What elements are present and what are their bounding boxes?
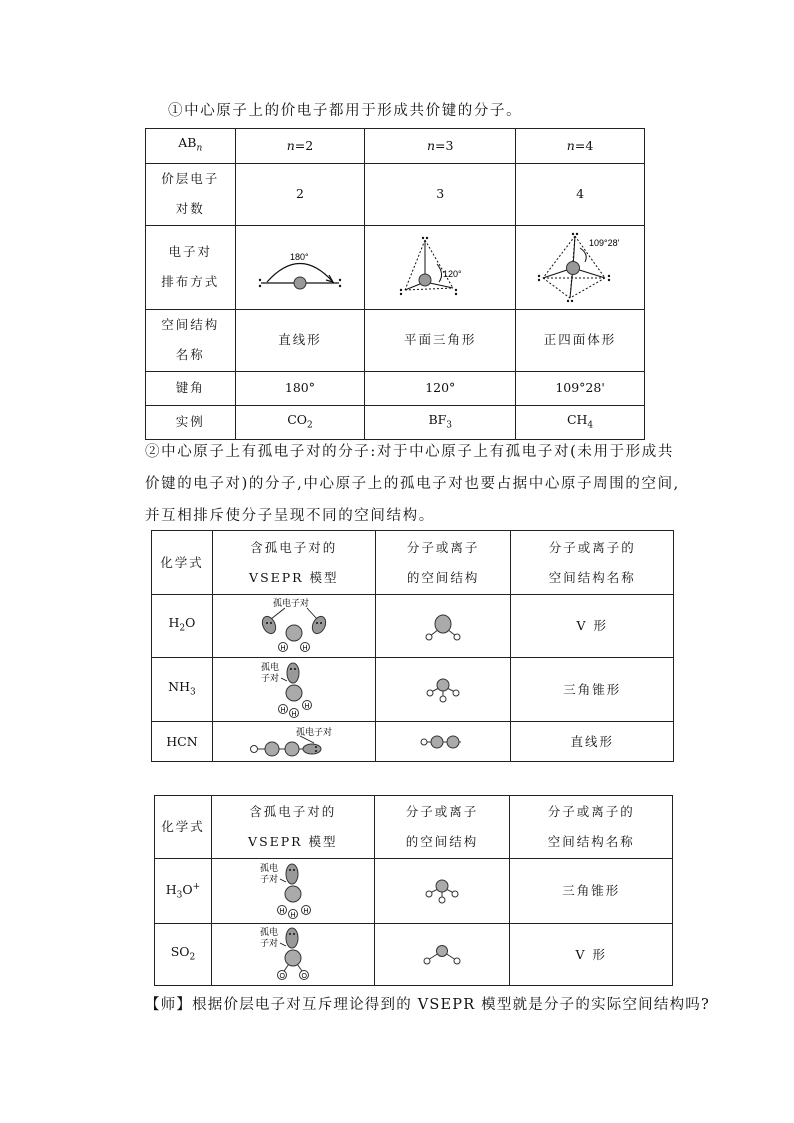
svg-text:H: H [304, 702, 310, 710]
example-bf3: $BF_3$ [365, 405, 516, 440]
svg-text:O: O [279, 972, 285, 980]
formula-h3o: $H_3O^+$ [155, 859, 212, 924]
example-ch4: $CH_4$ [516, 405, 645, 440]
shape-nh3 [375, 658, 511, 722]
teacher-question: 【师】根据价层电子对互斥理论得到的 VSEPR 模型就是分子的实际空间结构吗? [145, 997, 710, 1013]
diagram-tetrahedral [516, 225, 645, 309]
bond-angle-109: 109°28' [516, 371, 645, 405]
label-arrangement: 电子对 排布方式 [146, 225, 236, 309]
table-lone-pair-ions [154, 795, 673, 986]
table-lone-pair-molecules [151, 530, 674, 762]
header-vsepr: 含孤电子对的 VSEPR 模型 [212, 531, 375, 595]
bond-angle-180: 180° [235, 371, 365, 405]
svg-text:180°: 180° [289, 252, 309, 262]
shape-name-h2o: V 形 [511, 595, 674, 658]
header-formula-2: 化学式 [155, 796, 212, 859]
svg-text:孤电: 孤电 [259, 926, 278, 937]
svg-text:H: H [302, 645, 308, 652]
paragraph-lone-pair-l3: 并互相排斥使分子呈现不同的空间结构。 [145, 508, 435, 524]
value-pairs-3: 3 [365, 163, 516, 225]
svg-text:孤电子对: 孤电子对 [272, 598, 309, 608]
trigonal-arrangement-diagram [385, 232, 495, 302]
svg-text:孤电: 孤电 [259, 863, 278, 873]
value-pairs-4: 4 [516, 163, 645, 225]
header-n2: n=2 [235, 129, 365, 164]
label-bond-angle: 键角 [146, 371, 236, 405]
diagram-trigonal [365, 225, 516, 309]
svg-text:H: H [280, 706, 286, 714]
label-example: 实例 [146, 405, 236, 440]
vsepr-h2o [212, 595, 375, 658]
linear-arrangement-diagram [245, 237, 355, 297]
formula-nh3: $NH_3$ [152, 658, 213, 722]
svg-text:H: H [280, 645, 286, 652]
h2o-structure-model [413, 606, 473, 646]
svg-text:120°: 120° [443, 269, 462, 279]
value-pairs-2: 2 [235, 163, 365, 225]
shape-name-h3o: 三角锥形 [510, 859, 673, 924]
header-shape: 分子或离子 的空间结构 [375, 531, 511, 595]
svg-text:子对: 子对 [259, 937, 278, 948]
formula-hcn: HCN [152, 722, 213, 762]
label-structure-name: 空间结构 名称 [146, 309, 236, 371]
h3o-vsepr-model [248, 862, 338, 920]
paragraph-lone-pair-l2: 价键的电子对)的分子,中心原子上的孤电子对也要占据中心原子周围的空间, [145, 476, 680, 492]
h3o-structure-model [412, 871, 472, 911]
svg-text:孤电子对: 孤电子对 [295, 726, 332, 737]
header-n4: n=4 [516, 129, 645, 164]
header-n3: n=3 [365, 129, 516, 164]
structure-linear: 直线形 [235, 309, 365, 371]
header-formula: 化学式 [152, 531, 213, 595]
vsepr-so2 [211, 924, 374, 986]
svg-text:子对: 子对 [259, 874, 278, 884]
svg-text:H: H [290, 912, 296, 919]
header-vsepr-2: 含孤电子对的 VSEPR 模型 [211, 796, 374, 859]
shape-name-hcn: 直线形 [511, 722, 674, 762]
formula-h2o: $H_2O$ [152, 595, 213, 658]
nh3-structure-model [413, 670, 473, 710]
hcn-vsepr-model [244, 725, 344, 759]
header-shape-2: 分子或离子 的空间结构 [374, 796, 510, 859]
svg-text:子对: 子对 [260, 672, 279, 683]
diagram-linear [235, 225, 365, 309]
tetrahedral-arrangement-diagram [525, 230, 635, 304]
label-valence-pairs: 价层电子 对数 [146, 163, 236, 225]
structure-tetrahedral: 正四面体形 [516, 309, 645, 371]
shape-h2o [375, 595, 511, 658]
shape-so2 [374, 924, 510, 986]
shape-hcn [375, 722, 511, 762]
so2-structure-model [412, 940, 472, 970]
paragraph-intro: ①中心原子上的价电子都用于形成共价键的分子。 [168, 103, 523, 119]
bond-angle-120: 120° [365, 371, 516, 405]
shape-name-so2: V 形 [510, 924, 673, 986]
vsepr-nh3 [212, 658, 375, 722]
header-shape-name-2: 分子或离子的 空间结构名称 [510, 796, 673, 859]
hcn-structure-model [413, 729, 473, 755]
svg-text:109°28': 109°28' [589, 238, 620, 248]
shape-h3o [374, 859, 510, 924]
header-abn: $AB_n$ [146, 129, 236, 164]
header-shape-name: 分子或离子的 空间结构名称 [511, 531, 674, 595]
paragraph-lone-pair-l1: ②中心原子上有孤电子对的分子:对于中心原子上有孤电子对(未用于形成共 [145, 444, 674, 460]
svg-text:O: O [301, 972, 307, 980]
table-abn-structures [145, 128, 645, 440]
structure-trigonal-planar: 平面三角形 [365, 309, 516, 371]
svg-text:孤电: 孤电 [260, 661, 279, 672]
vsepr-hcn [212, 722, 375, 762]
nh3-vsepr-model [249, 661, 339, 719]
formula-so2: $SO_2$ [155, 924, 212, 986]
svg-text:H: H [291, 710, 297, 718]
h2o-vsepr-model [249, 597, 339, 655]
svg-text:H: H [303, 908, 309, 915]
shape-name-nh3: 三角锥形 [511, 658, 674, 722]
vsepr-h3o [211, 859, 374, 924]
so2-vsepr-model [248, 926, 338, 984]
example-co2: $CO_2$ [235, 405, 365, 440]
svg-text:H: H [279, 908, 285, 915]
